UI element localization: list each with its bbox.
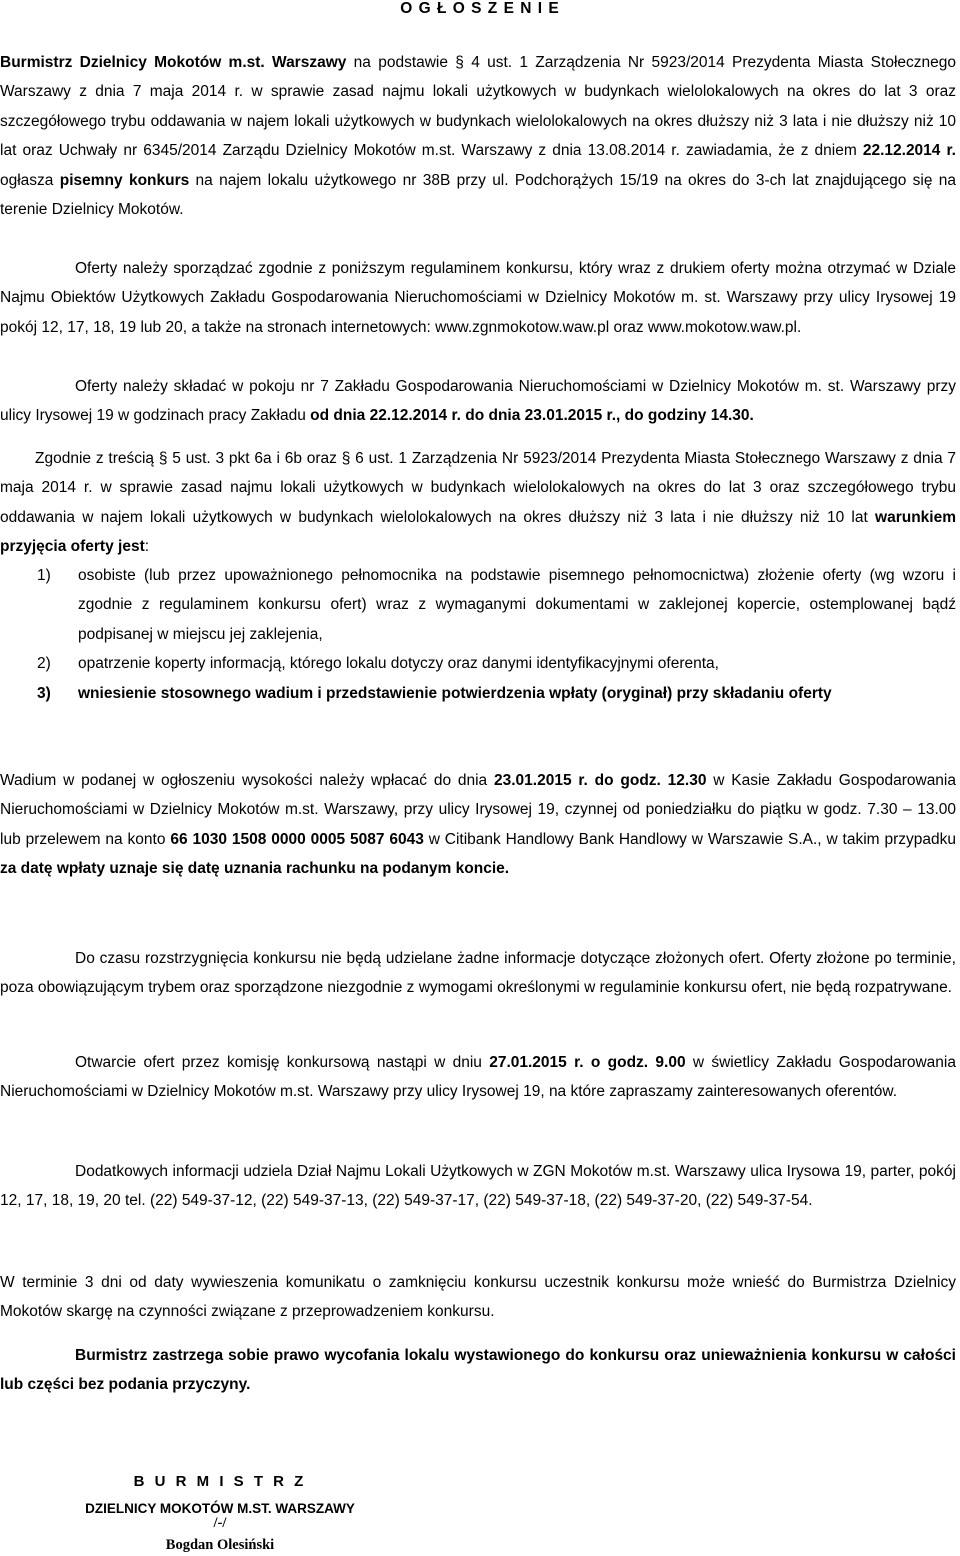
- info-paragraph: [0, 944, 956, 1003]
- signature-sign: [60, 1512, 380, 1556]
- list-item: [0, 649, 956, 678]
- offers-text: Oferty należy sporządzać zgodnie z poniższym regulaminem konkursu, który wraz z drukiem oferty można otrzymać w Dziale Najmu Obiektów Użytkowych Zakładu Gospodarowania Nieruchomościami w Dzielnicy Mokotów m. st. Warszawy przy ulicy Irysowej 19 pokój 12, 17, 18, 19 lub 20, a także na stronach internetowych: www.zgnmokotow.waw.pl oraz www.mokotow.waw.pl.: [0, 260, 956, 336]
- opening-datetime: 27.01.2015 r. o godz. 9.00: [489, 1054, 686, 1071]
- submission-paragraph: [0, 372, 956, 431]
- list-number: 3): [37, 684, 51, 702]
- wadium-paragraph: [0, 766, 956, 884]
- list-item: [0, 679, 956, 708]
- list-text: opatrzenie koperty informacją, którego lokalu dotyczy oraz danymi identyfikacyjnymi oferenta,: [78, 655, 719, 673]
- signature-title: B U R M I S T R Z: [133, 1473, 307, 1490]
- announcement-date: 22.12.2014 r.: [862, 142, 956, 160]
- complaint-paragraph: [0, 1268, 956, 1327]
- conditions-heading: warunkiem przyjęcia oferty jest: [0, 508, 956, 556]
- intro-text: na podstawie § 4 ust. 1 Zarządzenia Nr 5923/2014 Prezydenta Miasta Stołecznego Warszawy z dnia 7 maja 2014 r. w sprawie zasad najmu lokali użytkowych w budynkach wielolokalowych na okres do lat 3 oraz szczegółowego trybu oddawania w najem lokali użytkowych w budynkach wielolokalowych na okres dłuższy niż 3 lata i nie dłuższy niż 10 lat oraz Uchwały nr 6345/2014 Zarządu Dzielnicy Mokotów m.st. Warszawy z dnia 13.08.2014 r. zawiadamia, że z dniem: [0, 54, 956, 160]
- wadium-text-3: w Citibank Handlowy Bank Handlowy w Warszawie S.A., w takim przypadku: [423, 830, 956, 848]
- conditions-text: Zgodnie z treścią § 5 ust. 3 pkt 6a i 6b oraz § 6 ust. 1 Zarządzenia Nr 5923/2014 Prezydenta Miasta Stołecznego Warszawy z dnia 7 maja 2014 r. w sprawie zasad najmu lokali użytkowych w budynkach wielolokalowych na okres do lat 3 oraz szczegółowego trybu oddawania w najem lokali użytkowych w budynkach wielolokalowych na okres dłuższy niż 3 lata i nie dłuższy niż 10 lat: [0, 450, 956, 526]
- document-title: O G Ł O S Z E N I E: [400, 0, 560, 17]
- reservation-paragraph: [0, 1341, 956, 1400]
- intro-text-3: na najem lokalu użytkowego nr 38B przy ul. Podchorążych 15/19 na okres do 3-ch lat znajdującego się na terenie Dzielnicy Mokotów.: [0, 171, 956, 219]
- opening-text: Otwarcie ofert przez komisję konkursową nastąpi w dniu: [75, 1054, 490, 1071]
- opening-paragraph: [0, 1048, 956, 1107]
- contact-text: Dodatkowych informacji udziela Dział Najmu Lokali Użytkowych w ZGN Mokotów m.st. Warszawy ulica Irysowa 19, parter, pokój 12, 17, 18, 19, 20 tel. (22) 549-37-12, (22) 549-37-13, (22) 549-37-17, (22) 549-37-18, (22) 549-37-20, (22) 549-37-54.: [0, 1163, 956, 1210]
- contact-paragraph: [0, 1157, 956, 1216]
- wadium-text: Wadium w podanej w ogłoszeniu wysokości należy wpłacać do dnia: [0, 772, 494, 789]
- payment-date-note: za datę wpłaty uznaje się datę uznania rachunku na podanym koncie.: [0, 860, 510, 878]
- reservation-text: Burmistrz zastrzega sobie prawo wycofania lokalu wystawionego do konkursu oraz unieważnienia konkursu w całości lub części bez podania przyczyny.: [0, 1347, 956, 1394]
- competition-type: pisemny konkurs: [59, 171, 190, 189]
- list-item: [0, 561, 956, 649]
- offers-paragraph: [0, 254, 956, 342]
- signature-name: Bogdan Olesiński: [165, 1537, 275, 1553]
- submission-text: Oferty należy składać w pokoju nr 7 Zakładu Gospodarowania Nieruchomościami w Dzielnicy Mokotów m. st. Warszawy przy ulicy Irysowej 19 w godzinach pracy Zakładu: [0, 378, 956, 425]
- intro-paragraph: [0, 48, 956, 224]
- opening-text-2: w świetlicy Zakładu Gospodarowania Nieruchomościami w Dzielnicy Mokotów m.st. Warszawy przy ulicy Irysowej 19, na które zapraszamy zainteresowanych oferentów.: [0, 1054, 956, 1101]
- submission-deadline: od dnia 22.12.2014 r. do dnia 23.01.2015 r., do godziny 14.30.: [310, 407, 754, 425]
- list-number: 2): [37, 655, 51, 673]
- signature-mark: /-/: [213, 1515, 227, 1531]
- signature-office: DZIELNICY MOKOTÓW M.ST. WARSZAWY: [85, 1501, 355, 1516]
- intro-text-2: ogłasza: [0, 171, 60, 189]
- issuer: Burmistrz Dzielnicy Mokotów m.st. Warszawy: [0, 54, 347, 71]
- wadium-deadline: 23.01.2015 r. do godz. 12.30: [493, 772, 707, 789]
- conditions-list: [0, 561, 956, 708]
- wadium-text-2: w Kasie Zakładu Gospodarowania Nieruchomościami w Dzielnicy Mokotów m.st. Warszawy, przy ulicy Irysowej 19, czynnej od poniedziałku do piątku w godz. 7.30 – 13.00 lub przelewem na konto: [0, 772, 956, 848]
- conditions-colon: :: [144, 538, 150, 556]
- complaint-text: W terminie 3 dni od daty wywieszenia komunikatu o zamknięciu konkursu uczestnik konkursu może wnieść do Burmistrza Dzielnicy Mokotów skargę na czynności związane z przeprowadzeniem konkursu.: [0, 1274, 956, 1321]
- bank-account-number: 66 1030 1508 0000 0005 5087 6043: [170, 830, 424, 848]
- list-text: osobiste (lub przez upoważnionego pełnomocnika na podstawie pisemnego pełnomocnictwa) złożenie oferty (wg wzoru i zgodnie z regulaminem konkursu ofert) wraz z wymaganymi dokumentami w zaklejonej kopercie, ostemplowanej bądź podpisanej w miejscu jej zaklejenia,: [78, 567, 956, 643]
- info-text: Do czasu rozstrzygnięcia konkursu nie będą udzielane żadne informacje dotyczące złożonych ofert. Oferty złożone po terminie, poza obowiązującym trybem oraz sporządzone niezgodnie z wymogami określonymi w regulaminie konkursu ofert, nie będą rozpatrywane.: [0, 950, 956, 997]
- conditions-paragraph: [0, 444, 956, 562]
- list-text: wniesienie stosownego wadium i przedstawienie potwierdzenia wpłaty (oryginał) przy składaniu oferty: [78, 684, 832, 702]
- list-number: 1): [37, 567, 51, 584]
